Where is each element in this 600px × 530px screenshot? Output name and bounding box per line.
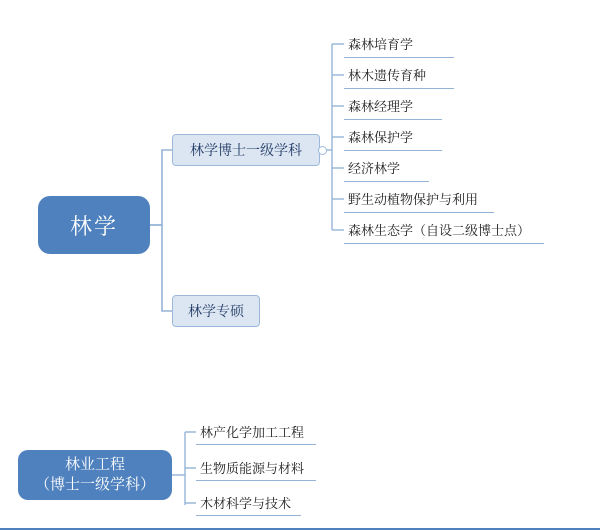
- leaf2-label-1: 林产化学加工工程: [200, 424, 305, 440]
- leaf-underline-1: [344, 57, 454, 58]
- leaf-node-4[interactable]: [344, 123, 524, 149]
- leaf-label-6: 野生动植物保护与利用: [348, 191, 479, 207]
- leaf-label-3: 森林经理学: [348, 98, 414, 114]
- leaf2-label-3: 木材科学与技术: [200, 495, 292, 511]
- leaf-underline-6: [344, 212, 494, 213]
- leaf-underline-4: [344, 150, 442, 151]
- leaf2-node-3[interactable]: [196, 490, 356, 514]
- leaf2-label-2: 生物质能源与材料: [200, 460, 305, 476]
- branch-node-doctoral-label: 林学博士一级学科: [190, 142, 302, 158]
- collapse-toggle-icon[interactable]: [318, 146, 327, 155]
- leaf-node-2[interactable]: [344, 61, 524, 87]
- root-node-forestry[interactable]: [38, 196, 150, 254]
- branch-node-doctoral-discipline[interactable]: [172, 134, 320, 166]
- leaf2-node-2[interactable]: [196, 455, 356, 479]
- leaf-node-6[interactable]: [344, 185, 544, 211]
- leaf-underline-7: [344, 243, 544, 244]
- branch-node-master-label: 林学专硕: [188, 303, 244, 319]
- leaf-underline-2: [344, 88, 454, 89]
- root-node-forestry-engineering[interactable]: [18, 450, 172, 500]
- root2-label-line1: 林业工程: [64, 455, 125, 473]
- leaf-label-7: 森林生态学（自设二级博士点）: [348, 222, 531, 238]
- leaf2-underline-2: [196, 480, 316, 481]
- leaf-node-3[interactable]: [344, 92, 524, 118]
- branch-node-professional-master[interactable]: [172, 295, 260, 327]
- leaf-label-2: 林木遗传育种: [348, 67, 427, 83]
- root2-label-line2: （博士一级学科）: [34, 476, 155, 493]
- leaf-node-1[interactable]: [344, 30, 524, 56]
- leaf2-underline-1: [196, 444, 316, 445]
- leaf-underline-5: [344, 181, 429, 182]
- root-node-label: 林学: [69, 213, 118, 239]
- leaf-label-5: 经济林学: [348, 160, 401, 176]
- leaf-label-4: 森林保护学: [348, 129, 414, 145]
- leaf2-node-1[interactable]: [196, 419, 356, 443]
- leaf-node-7[interactable]: [344, 216, 574, 242]
- leaf-node-5[interactable]: [344, 154, 524, 180]
- leaf2-underline-3: [196, 515, 301, 516]
- leaf-label-1: 森林培育学: [348, 36, 414, 52]
- leaf-underline-3: [344, 119, 442, 120]
